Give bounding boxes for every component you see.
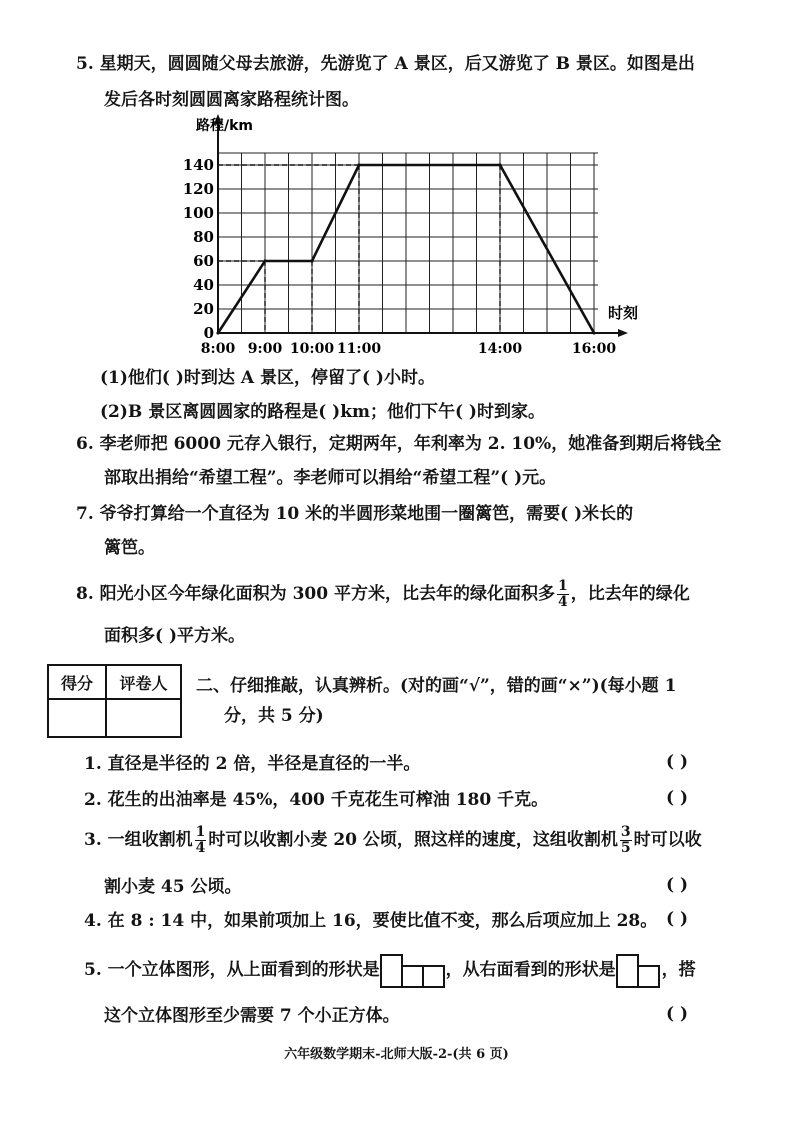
j3-fraction-1	[195, 825, 207, 856]
q8-text-b: ，比去年的绿化	[570, 584, 690, 604]
q5-line2: 发后各时刻圆圆离家路程统计图。	[104, 90, 359, 110]
j3-fraction-2	[620, 825, 632, 856]
data-point	[498, 163, 501, 166]
data-point	[263, 259, 266, 262]
y-tick-label: 100	[182, 204, 214, 222]
score-table	[47, 664, 182, 738]
chart-ylabel: 路程/km	[196, 118, 254, 134]
q8-frac-den: 4	[558, 594, 568, 610]
score-cell[interactable]	[48, 699, 106, 737]
chart-grid	[218, 153, 598, 333]
judge-item-1: 1. 直径是半径的 2 倍，半径是直径的一半。	[84, 754, 421, 774]
data-point	[310, 259, 313, 262]
data-point	[216, 331, 219, 334]
j3-frac1-den: 4	[195, 840, 206, 856]
judge-answer-5[interactable]: ( )	[666, 1004, 689, 1024]
x-axis-arrow	[618, 329, 628, 337]
y-tick-label: 60	[193, 252, 214, 270]
section2-line1: 二、仔细推敲，认真辨析。(对的画“√”，错的画“×”)(每小题 1	[196, 676, 677, 696]
score-header: 得分	[48, 665, 106, 699]
j3-text-b: 时可以收割小麦 20 公顷，照这样的速度，这组收割机	[208, 830, 618, 850]
judge-item-5-line2: 这个立体图形至少需要 7 个小正方体。	[104, 1006, 400, 1026]
y-tick-label: 0	[203, 324, 214, 342]
q7-line1: 7. 爷爷打算给一个直径为 10 米的半圆形菜地围一圈篱笆，需要( )米长的	[76, 504, 634, 524]
y-tick-label: 40	[193, 276, 214, 294]
q8-frac-num: 1	[558, 578, 568, 594]
q6-line2: 部取出捐给“希望工程”。李老师可以捐给“希望工程”( )元。	[104, 468, 557, 488]
j3-frac2-num: 3	[620, 824, 631, 840]
y-tick-label: 80	[193, 228, 214, 246]
judge-answer-4[interactable]: ( )	[666, 909, 689, 929]
x-tick-label: 14:00	[477, 341, 523, 357]
q6-line1: 6. 李老师把 6000 元存入银行，定期两年，年利率为 2. 10%，她准备到期后将钱全	[76, 434, 722, 454]
x-tick-label: 16:00	[571, 341, 617, 357]
j5-text-a: 5. 一个立体图形，从上面看到的形状是	[84, 960, 380, 980]
chart-axes	[214, 114, 628, 337]
judge-item-3-line2: 割小麦 45 公顷。	[104, 877, 242, 897]
y-tick-label: 120	[182, 180, 214, 198]
judge-answer-2[interactable]: ( )	[666, 788, 689, 808]
q5-sub2: (2)B 景区离圆圆家的路程是( )km；他们下午( )时到家。	[100, 402, 545, 422]
grader-cell[interactable]	[106, 699, 181, 737]
data-point	[357, 163, 360, 166]
data-point	[592, 331, 595, 334]
page-footer: 六年级数学期末-北师大版-2-(共 6 页)	[284, 1047, 509, 1062]
x-tick-label: 9:00	[247, 341, 283, 357]
x-tick-label: 10:00	[289, 341, 335, 357]
judge-item-2: 2. 花生的出油率是 45%，400 千克花生可榨油 180 千克。	[84, 790, 549, 810]
x-tick-label: 11:00	[336, 341, 382, 357]
q8-line2: 面积多( )平方米。	[104, 626, 246, 646]
distance-time-chart	[182, 112, 650, 364]
q8-fraction	[557, 579, 569, 610]
q5-sub1: (1)他们( )时到达 A 景区，停留了( )小时。	[100, 368, 435, 388]
j3-frac1-num: 1	[195, 824, 206, 840]
q7-line2: 篱笆。	[104, 538, 155, 558]
j3-text-a: 3. 一组收割机	[84, 830, 193, 850]
j5-text-b: ，从右面看到的形状是	[445, 960, 616, 980]
judge-answer-3[interactable]: ( )	[666, 875, 689, 895]
j3-text-c: 时可以收	[633, 830, 702, 850]
judge-item-4: 4. 在 8 : 14 中，如果前项加上 16，要使比值不变，那么后项应加上 28。	[84, 911, 658, 931]
q8-text-a: 8. 阳光小区今年绿化面积为 300 平方米，比去年的绿化面积多	[76, 584, 555, 604]
q8-line1	[76, 577, 690, 611]
y-tick-label: 140	[182, 156, 214, 174]
judge-item-5	[84, 952, 696, 988]
judge-item-3	[84, 823, 702, 857]
top-view-shape-icon	[380, 954, 446, 988]
q5-line1: 5. 星期天，圆圆随父母去旅游，先游览了 A 景区，后又游览了 B 景区。如图是出	[76, 54, 695, 74]
j3-frac2-den: 5	[620, 840, 631, 856]
judge-answer-1[interactable]: ( )	[666, 752, 689, 772]
x-tick-label: 8:00	[200, 341, 236, 357]
y-tick-label: 20	[193, 300, 214, 318]
right-view-shape-icon	[616, 954, 662, 988]
chart-xlabel: 时刻	[608, 304, 639, 322]
section2-line2: 分，共 5 分)	[224, 706, 324, 726]
j5-text-c: ，搭	[661, 960, 696, 980]
grader-header: 评卷人	[106, 665, 181, 699]
